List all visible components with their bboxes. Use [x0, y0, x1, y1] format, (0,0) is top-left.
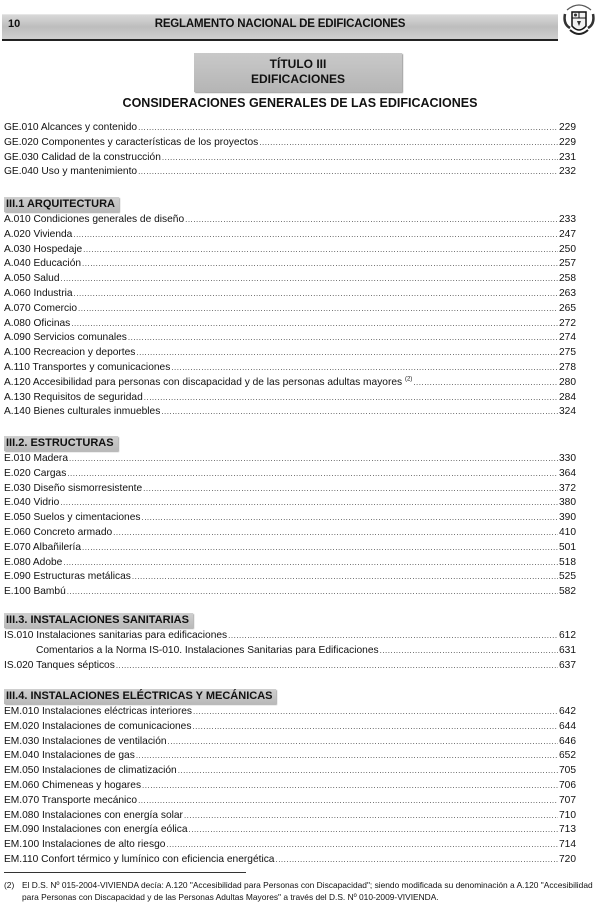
toc-entry[interactable] [4, 302, 576, 317]
section-heading: III.1 ARQUITECTURA [4, 197, 119, 212]
footnote [4, 880, 598, 903]
toc-entry-page: 258 [559, 273, 576, 285]
dot-leader [143, 482, 558, 497]
dot-leader [82, 541, 558, 556]
toc-entry-page: 284 [559, 391, 576, 403]
toc-entry-label [4, 346, 135, 361]
dot-leader [138, 794, 558, 809]
dot-leader [185, 213, 558, 228]
toc-entry-label [4, 511, 140, 526]
toc-entry-text: E.010 Madera [4, 453, 68, 464]
toc-entry-label [4, 794, 137, 809]
toc-entry-text: A.010 Condiciones generales de diseño [4, 214, 185, 225]
dot-leader [171, 361, 558, 376]
toc-entry[interactable] [4, 585, 576, 600]
toc-entry-page: 247 [559, 228, 576, 240]
toc-entry-page: 229 [559, 122, 576, 133]
dot-leader [166, 838, 558, 853]
toc-entry-text: E.060 Concreto armado [4, 526, 113, 538]
toc-entry-text: IS.010 Instalaciones sanitarias para edificaciones [4, 630, 228, 641]
dot-leader [78, 302, 558, 317]
toc-entry-label [4, 213, 184, 228]
toc-entry-text: E.070 Albañilería [4, 541, 82, 553]
toc-entry[interactable] [4, 405, 576, 420]
toc-entry[interactable] [4, 136, 576, 151]
dot-leader [161, 405, 558, 420]
toc-entry-text: EM.050 Instalaciones de climatización [4, 765, 177, 777]
toc-entry[interactable] [4, 452, 576, 467]
toc-entry-page: 525 [559, 571, 576, 583]
toc-entry-text: A.060 Industria [4, 287, 73, 299]
dot-leader [132, 570, 558, 585]
toc-entry[interactable] [4, 361, 576, 376]
toc-entry[interactable] [4, 838, 576, 853]
section-arquitectura [4, 194, 576, 420]
toc-entry-label [4, 272, 60, 287]
toc-entry-label [4, 570, 131, 585]
toc-entry-text: E.050 Suelos y cimentaciones [4, 512, 141, 524]
toc-entry-text: GE.010 Alcances y contenido [4, 122, 138, 133]
toc-entry-text: E.020 Cargas [4, 467, 67, 479]
toc-entry[interactable] [4, 823, 576, 838]
section-estructuras [4, 433, 576, 600]
toc-entry-page: 257 [559, 258, 576, 270]
toc-entry[interactable] [4, 287, 576, 302]
toc-entry-text: E.080 Adobe [4, 556, 63, 568]
dot-leader [60, 496, 558, 511]
dot-leader [116, 659, 558, 674]
dot-leader [141, 511, 558, 526]
toc-entry[interactable] [4, 659, 576, 674]
toc-entry-page: 278 [559, 361, 576, 373]
toc-entry[interactable] [4, 391, 576, 406]
toc-entry-page: 275 [559, 347, 576, 359]
dot-leader [192, 720, 558, 735]
toc-entry[interactable] [4, 151, 576, 166]
toc-entry-page: 642 [559, 706, 576, 717]
toc-entry-page: 265 [559, 302, 576, 314]
toc-entry[interactable] [4, 165, 576, 180]
main-heading: CONSIDERACIONES GENERALES DE LAS EDIFICACIONES [122, 96, 478, 110]
dot-leader [83, 243, 558, 258]
toc-entry-page: 250 [559, 243, 576, 255]
toc-entry[interactable] [4, 121, 576, 136]
toc-entry-label [4, 452, 68, 467]
toc-entry[interactable] [4, 511, 576, 526]
toc-entry-label [4, 361, 170, 376]
dot-leader [144, 391, 558, 406]
toc-entry-text: EM.020 Instalaciones de comunicaciones [4, 720, 192, 732]
toc-entry-label [4, 720, 191, 735]
footnote-mark: (2) [4, 880, 15, 890]
toc-entry-page: 380 [559, 497, 576, 509]
toc-entry-text: EM.100 Instalaciones de alto riesgo [4, 839, 166, 851]
toc-entry-page: 652 [559, 750, 576, 762]
toc-entry-page: 582 [559, 586, 576, 598]
toc-entry[interactable] [4, 376, 576, 391]
dot-leader [63, 556, 558, 571]
toc-entry-label [4, 496, 59, 511]
dot-leader [259, 136, 558, 151]
toc-entry-text: A.110 Transportes y comunicaciones [4, 361, 171, 373]
page-number: 10 [8, 18, 21, 30]
toc-entry-text: E.030 Diseño sismorresistente [4, 482, 143, 494]
toc-entry-text: EM.060 Chimeneas y hogares [4, 779, 142, 791]
toc-entry-label [4, 823, 188, 838]
dot-leader [74, 287, 558, 302]
toc-entry-label [4, 526, 112, 541]
toc-entry-label [4, 287, 73, 302]
toc-entry[interactable] [4, 720, 576, 735]
toc-entry-label [4, 257, 81, 272]
header-divider [2, 39, 558, 41]
toc-entry-text: A.120 Accesibilidad para personas con discapacidad y de las personas adultas mayores [4, 376, 403, 388]
toc-entry-page: 390 [559, 512, 576, 524]
toc-entry-page: 231 [559, 151, 576, 163]
dot-leader [142, 779, 558, 794]
toc-entry[interactable] [4, 749, 576, 764]
toc-entry[interactable] [4, 228, 576, 243]
toc-entry-text: GE.040 Uso y mantenimiento [4, 166, 138, 178]
dot-leader [168, 735, 558, 750]
toc-entry-text: GE.030 Calidad de la construcción [4, 151, 161, 163]
toc-entry-page: 612 [559, 630, 576, 641]
toc-entry-page: 518 [559, 556, 576, 568]
section-heading: III.3. INSTALACIONES SANITARIAS [4, 613, 193, 628]
toc-entry-label [4, 644, 379, 659]
toc-entry-label [4, 391, 143, 406]
toc-entry-label [4, 541, 81, 556]
dot-leader [413, 376, 558, 391]
toc-entry-label [4, 764, 177, 779]
dot-leader [184, 809, 558, 824]
toc-entry-text: A.140 Bienes culturales inmuebles [4, 406, 161, 418]
toc-entry-label [4, 121, 137, 136]
toc-entry[interactable] [4, 735, 576, 750]
dot-leader [82, 257, 558, 272]
section-heading: III.2. ESTRUCTURAS [4, 436, 118, 451]
toc-entry-text: EM.010 Instalaciones eléctricas interiores [4, 706, 192, 717]
toc-entry-text: GE.020 Componentes y características de los proyectos [4, 136, 259, 148]
dot-leader [138, 121, 558, 136]
toc-entry-page: 631 [559, 644, 576, 656]
toc-entry-label [4, 482, 142, 497]
toc-entry-text: EM.080 Instalaciones con energía solar [4, 809, 183, 821]
toc-entry-label [4, 228, 72, 243]
toc-entry-text: A.080 Oficinas [4, 317, 71, 329]
toc-entry-page: 280 [559, 376, 576, 388]
toc-entry-text: IS.020 Tanques sépticos [4, 659, 115, 671]
toc-entry-label [4, 779, 141, 794]
toc-entry-label [4, 376, 412, 391]
toc-entry-label [4, 243, 82, 258]
toc-entry-label [4, 749, 135, 764]
dot-leader [71, 317, 558, 332]
toc-entry-label [4, 735, 167, 750]
toc-entry-page: 714 [559, 839, 576, 851]
toc-entry[interactable] [4, 496, 576, 511]
toc-entry-page: 232 [559, 166, 576, 178]
dot-leader [138, 165, 558, 180]
toc-entry-text: E.100 Bambú [4, 586, 66, 598]
dot-leader [380, 644, 558, 659]
toc-entry-label [4, 165, 137, 180]
toc-entry-text: EM.090 Instalaciones con energía eólica [4, 824, 188, 836]
toc-entry-text: A.070 Comercio [4, 302, 78, 314]
dot-leader [136, 749, 558, 764]
toc-entry-page: 410 [559, 526, 576, 538]
toc-entry-page: 364 [559, 467, 576, 479]
toc-entry[interactable] [4, 467, 576, 482]
toc-entry-page: 233 [559, 214, 576, 225]
toc-entry[interactable] [4, 779, 576, 794]
dot-leader [162, 151, 558, 166]
dot-leader [193, 705, 558, 720]
toc-entry-label [4, 585, 66, 600]
toc-entry[interactable] [4, 331, 576, 346]
toc-entry-text: EM.040 Instalaciones de gas [4, 750, 135, 762]
toc-entry[interactable] [4, 541, 576, 556]
dot-leader [228, 629, 558, 644]
toc-entry-page: 646 [559, 735, 576, 747]
toc-entry-page: 705 [559, 765, 576, 777]
toc-entry-page: 272 [559, 317, 576, 329]
toc-entry[interactable] [4, 257, 576, 272]
toc-entry-label [4, 853, 274, 868]
toc-entry-label [4, 629, 227, 644]
toc-entry[interactable] [4, 705, 576, 720]
toc-entry[interactable] [4, 556, 576, 571]
toc-entry-label [4, 659, 115, 674]
dot-leader [69, 452, 558, 467]
dot-leader [128, 331, 558, 346]
toc-entry-page: 720 [559, 853, 576, 865]
toc-entry-page: 263 [559, 287, 576, 299]
toc-entry-page: 274 [559, 332, 576, 344]
running-header-title: REGLAMENTO NACIONAL DE EDIFICACIONES [154, 18, 406, 30]
toc-entry-page: 710 [559, 809, 576, 821]
toc-entry[interactable] [4, 317, 576, 332]
toc-entry-label [4, 151, 161, 166]
toc-entry-page: 330 [559, 453, 576, 464]
toc-entry-text: A.020 Vivienda [4, 228, 73, 240]
toc-entry-text: EM.110 Confort térmico y lumínico con eficiencia energética [4, 853, 275, 865]
toc-entry-text: A.050 Salud [4, 273, 60, 285]
dot-leader [275, 853, 558, 868]
toc-entry-text: A.030 Hospedaje [4, 243, 83, 255]
toc-entry-page: 713 [559, 824, 576, 836]
section-instalaciones-electricas [4, 686, 576, 868]
toc-entry-page: 707 [559, 794, 576, 806]
footnote-reference[interactable]: (2) [404, 376, 413, 383]
title-box [194, 53, 402, 92]
toc-entry-page: 229 [559, 136, 576, 148]
toc-entry-label [4, 317, 70, 332]
toc-entry[interactable] [4, 346, 576, 361]
toc-entry[interactable] [4, 213, 576, 228]
section-heading: III.4. INSTALACIONES ELÉCTRICAS Y MECÁNICAS [4, 689, 276, 704]
toc-entry-page: 372 [559, 482, 576, 494]
dot-leader [136, 346, 558, 361]
toc-entry[interactable] [4, 243, 576, 258]
footnote-divider [4, 872, 246, 873]
toc-entry-page: 706 [559, 779, 576, 791]
title-line-2: EDIFICACIONES [250, 72, 345, 86]
toc-entry[interactable] [4, 526, 576, 541]
toc-entry-label [4, 331, 127, 346]
toc-entry[interactable] [4, 809, 576, 824]
dot-leader [189, 823, 559, 838]
dot-leader [73, 228, 558, 243]
toc-entry-label [4, 838, 165, 853]
toc-entry-text: A.130 Requisitos de seguridad [4, 391, 143, 403]
toc-entry[interactable] [4, 853, 576, 868]
toc-entry[interactable] [4, 794, 576, 809]
toc-entry[interactable] [4, 482, 576, 497]
toc-entry[interactable] [4, 644, 576, 659]
toc-entry-page: 324 [559, 406, 576, 418]
toc-entry-label [4, 705, 192, 720]
toc-entry-text: E.090 Estructuras metálicas [4, 571, 131, 583]
toc-entry-text: A.100 Recreacion y deportes [4, 347, 136, 359]
toc-entry-page: 644 [559, 720, 576, 732]
dot-leader [113, 526, 558, 541]
toc-entry-label [4, 302, 77, 317]
dot-leader [178, 764, 558, 779]
toc-entry-text: EM.030 Instalaciones de ventilación [4, 735, 167, 747]
toc-entry[interactable] [4, 570, 576, 585]
toc-entry-text: A.040 Educación [4, 258, 82, 270]
toc-entry-text: Comentarios a la Norma IS-010. Instalaciones Sanitarias para Edificaciones [36, 644, 379, 656]
title-line-1: TÍTULO III [269, 57, 327, 71]
toc-entry-label [4, 467, 66, 482]
dot-leader [61, 272, 558, 287]
dot-leader [67, 467, 558, 482]
toc-entry-label [4, 809, 183, 824]
toc-entry[interactable] [4, 629, 576, 644]
dot-leader [67, 585, 558, 600]
general-list [4, 121, 576, 180]
toc-entry[interactable] [4, 764, 576, 779]
toc-entry-text: EM.070 Transporte mecánico [4, 794, 138, 806]
toc-entry[interactable] [4, 272, 576, 287]
toc-entry-label [4, 136, 258, 151]
footnote-text: El D.S. Nº 015-2004-VIVIENDA decía: A.120 "Accesibilidad para Personas con Discapacidad"; siendo modificada su denominación a A.120 "Accesibilidad para Personas con Discapacidad y de las Personas Adultas Mayores" a través del D.S. Nº 010-2009-VIVIENDA. [22, 880, 593, 902]
toc-entry-label [4, 556, 62, 571]
toc-entry-text: A.090 Servicios comunales [4, 332, 127, 344]
section-instalaciones-sanitarias [4, 610, 576, 673]
toc-entry-label [4, 405, 160, 420]
peru-coat-of-arms-icon [562, 2, 596, 40]
toc-entry-text: E.040 Vidrio [4, 497, 60, 509]
toc-entry-page: 637 [559, 659, 576, 671]
toc-entry-page: 501 [559, 541, 576, 553]
